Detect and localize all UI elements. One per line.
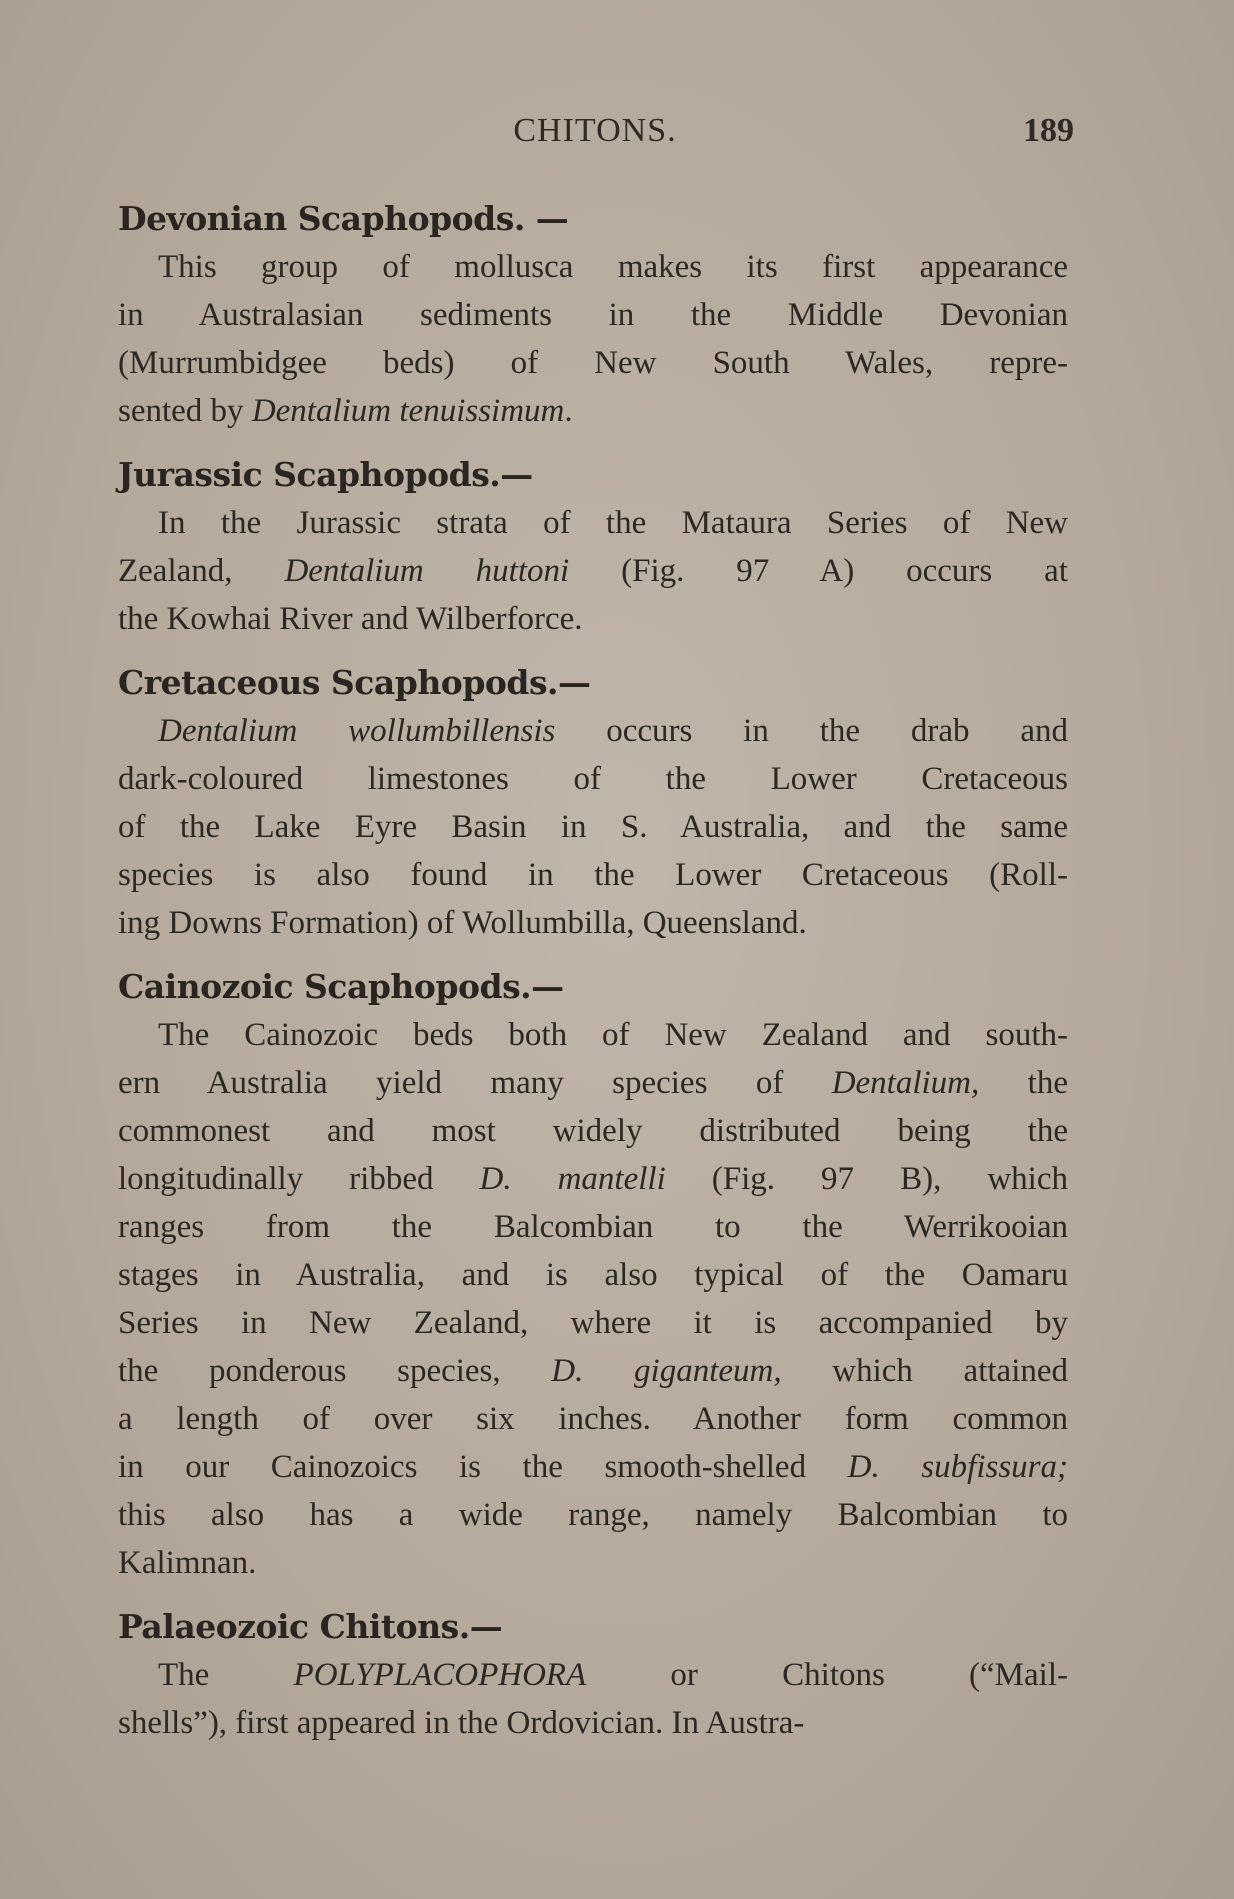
section [118,659,1068,947]
italic-term: POLYPLACOPHORA [293,1657,587,1693]
text-line [118,1251,1068,1299]
text-line [118,899,1068,947]
text-run: ranges from the Balcombian to the Werrikooian [118,1209,1068,1245]
text-line [118,1011,1068,1059]
text-run: of the Lake Eyre Basin in S. Australia, and the same [118,809,1068,845]
text-run: sented by [118,393,252,429]
text-line [118,1539,1068,1587]
text-line [118,499,1068,547]
italic-term: D. subfissura; [847,1449,1068,1485]
italic-term: Dentalium tenuissimum [251,393,565,429]
section-heading: Jurassic Scaphopods.— [118,455,533,494]
section-heading: Devonian Scaphopods. — [118,199,569,238]
text-run: in Australasian sediments in the Middle Devonian [118,297,1068,333]
text-run: or Chitons (“Mail- [586,1657,1068,1693]
text-line [118,803,1068,851]
text-run: The Cainozoic beds both of New Zealand and south- [158,1017,1068,1053]
text-line [118,595,1068,643]
text-run: ing Downs Formation) of Wollumbilla, Queensland. [118,905,807,941]
text-line [118,1395,1068,1443]
text-run: in our Cainozoics is the smooth-shelled [118,1449,848,1485]
text-line [118,291,1068,339]
text-line [118,243,1068,291]
text-line [118,1347,1068,1395]
text-run: shells”), first appeared in the Ordovician. In Austra- [118,1705,805,1741]
text-run: commonest and most widely distributed being the [118,1113,1068,1149]
text-line [118,1059,1068,1107]
text-run: (Fig. 97 B), which [665,1161,1068,1197]
section [118,195,1068,435]
text-run: longitudinally ribbed [118,1161,480,1197]
text-line [118,339,1068,387]
text-run: a length of over six inches. Another form common [118,1401,1068,1437]
text-line [118,755,1068,803]
text-line [118,1443,1068,1491]
body-text [118,195,1068,1763]
italic-term: D. mantelli [479,1161,666,1197]
text-run: dark-coloured limestones of the Lower Cretaceous [118,761,1068,797]
text-line [118,1203,1068,1251]
section [118,451,1068,643]
page-header [0,112,1234,162]
text-run: Kalimnan. [118,1545,257,1581]
section [118,963,1068,1587]
text-run: (Fig. 97 A) occurs at [569,553,1068,589]
text-line [118,1651,1068,1699]
text-line [118,1491,1068,1539]
text-line [118,1699,1068,1747]
text-line [118,851,1068,899]
text-run: occurs in the drab and [555,713,1068,749]
text-run: The [158,1657,294,1693]
text-run: the [979,1065,1068,1101]
text-run: Zealand, [118,553,285,589]
italic-term: Dentalium huttoni [284,553,570,589]
text-run: this also has a wide range, namely Balcombian to [118,1497,1068,1533]
text-run: stages in Australia, and is also typical of the Oamaru [118,1257,1068,1293]
text-run: ern Australia yield many species of [118,1065,832,1101]
running-head: CHITONS. [513,112,677,149]
text-run: Series in New Zealand, where it is accompanied by [118,1305,1068,1341]
text-line [118,387,1068,435]
italic-term: D. giganteum, [551,1353,782,1389]
text-run: (Murrumbidgee beds) of New South Wales, repre- [118,345,1068,381]
italic-term: Dentalium, [831,1065,980,1101]
text-line [118,1155,1068,1203]
page-number: 189 [1023,112,1074,149]
text-run: which attained [781,1353,1069,1389]
text-run: . [564,393,573,429]
text-run: This group of mollusca makes its first appearance [158,249,1068,285]
text-line [118,1107,1068,1155]
section [118,1603,1068,1747]
text-line [118,707,1068,755]
text-run: In the Jurassic strata of the Mataura Series of New [158,505,1068,541]
section-heading: Cretaceous Scaphopods.— [118,663,591,702]
section-heading: Cainozoic Scaphopods.— [118,967,564,1006]
italic-term: Dentalium wollumbillensis [158,713,556,749]
section-heading: Palaeozoic Chitons.— [118,1607,503,1646]
text-run: the ponderous species, [118,1353,552,1389]
text-line [118,547,1068,595]
text-run: species is also found in the Lower Cretaceous (Roll- [118,857,1068,893]
text-line [118,1299,1068,1347]
text-run: the Kowhai River and Wilberforce. [118,601,583,637]
